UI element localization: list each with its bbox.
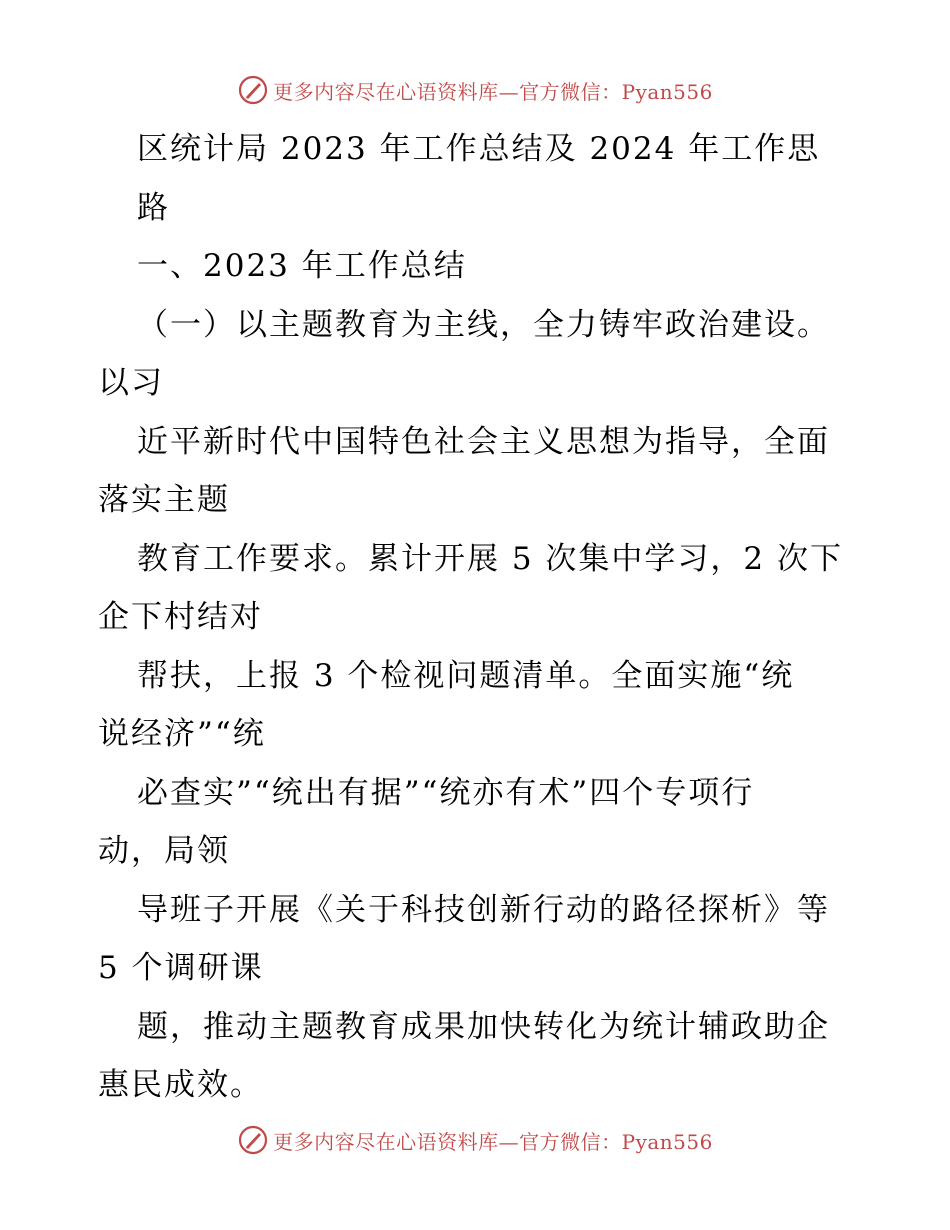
- document-title-line-2: 路: [137, 189, 170, 226]
- paragraph-line: 近平新时代中国特色社会主义思想为指导，全面: [137, 423, 830, 460]
- quill-seal-icon: [237, 74, 269, 106]
- watermark-text: 更多内容尽在心语资料库—官方微信：Pyan556: [273, 79, 713, 104]
- watermark-text: 更多内容尽在心语资料库—官方微信：Pyan556: [273, 1129, 713, 1154]
- paragraph-line: 题，推动主题教育成果加快转化为统计辅政助企: [137, 1008, 830, 1045]
- paragraph-line: 以习: [98, 365, 164, 401]
- paragraph-line: 落实主题: [98, 482, 230, 518]
- paragraph-line: 5 个调研课: [98, 950, 264, 986]
- paragraph-line: 帮扶，上报 3 个检视问题清单。全面实施“统: [137, 657, 795, 694]
- section-heading: 一、2023 年工作总结: [137, 248, 467, 284]
- paragraph-line: 企下村结对: [98, 599, 263, 635]
- document-body: [98, 120, 858, 1115]
- paragraph-line: 必查实”“统出有据”“统亦有术”四个专项行: [137, 774, 755, 811]
- paragraph-line: 教育工作要求。累计开展 5 次集中学习，2 次下: [137, 540, 844, 577]
- paragraph-line: 惠民成效。: [98, 1067, 263, 1103]
- quill-seal-icon: [237, 1124, 269, 1156]
- paragraph-line: 导班子开展《关于科技创新行动的路径探析》等: [137, 891, 830, 928]
- watermark-banner-bottom: [0, 1120, 950, 1160]
- watermark-banner-top: [0, 70, 950, 110]
- paragraph-line: 动，局领: [98, 833, 230, 869]
- subsection-heading: （一）以主题教育为主线，全力铸牢政治建设。: [137, 306, 830, 343]
- paragraph-line: 说经济”“统: [98, 716, 266, 752]
- document-title-line-1: 区统计局 2023 年工作总结及 2024 年工作思: [137, 131, 821, 167]
